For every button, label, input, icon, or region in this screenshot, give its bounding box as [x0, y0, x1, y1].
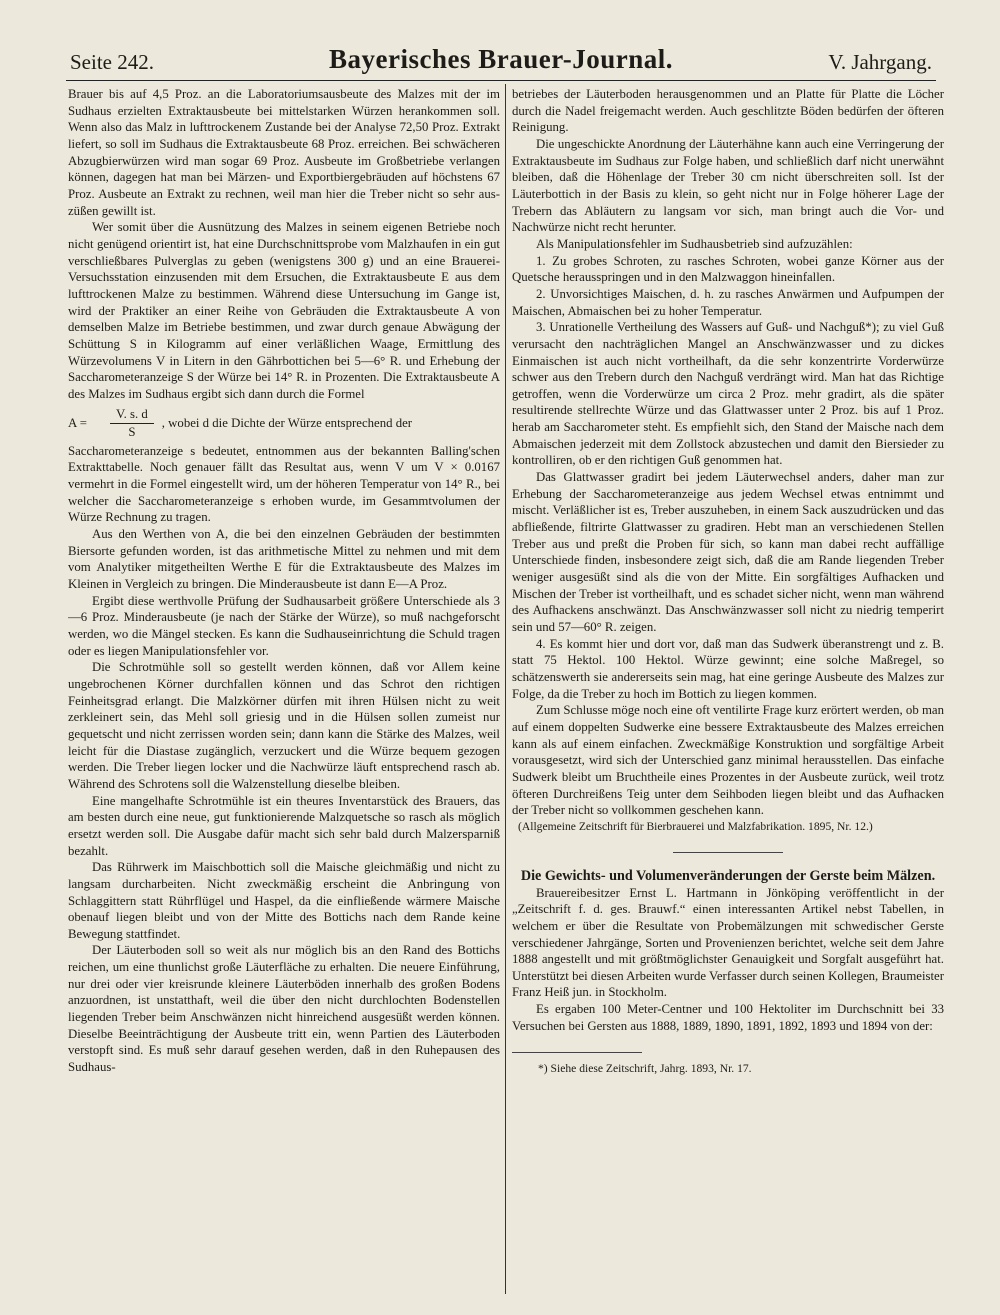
- formula-description: , wobei d die Dichte der Würze entsprechend der: [161, 416, 413, 431]
- list-item: 3. Unrationelle Vertheilung des Wassers auf Guß- und Nachguß*); zu viel Guß verursacht den nachträglichen Mangel an Anschwänzwasser und zu dickes Einmaischen ist auch nicht vortheilhaft, da die sehr konzentrirte Vorderwürze schwer aus den Trebern durch den Nachguß verdrängt wird. Man hat das Richtige getroffen, wenn die Vorderwürze um circa 2 Proz. mehr gradirt, als die später resultirende stellrechte Würze und das Glattwasser unter 2 Proz. bis auf 1 Proz. herab am Saccharometer steht. Es empfiehlt sich, den Stand der Maische nach dem Abmaischen jederzeit mit dem Zollstock abzustechen und damit den Biersieder zu kontrolliren, ob er den richtigen Guß genommen hat.: [512, 320, 944, 468]
- source-citation: (Allgemeine Zeitschrift für Bierbrauerei und Malzfabrikation. 1895, Nr. 12.): [518, 819, 873, 833]
- paragraph: Brauer bis auf 4,5 Proz. an die Laboratoriumsausbeute des Malzes mit der im Sudhaus erzielten Extraktausbeute bei mittelstarken Würzen herankommen soll. Wenn also das Malz in lufttrockenem Zustande bei der Analyse 72,50 Proz. Extrakt liefert, so soll im Sudhaus die Extraktausbeute 68 Proz. erreichen. Bei schwächeren Abzugbierwürzen wird man sogar 69 Proz. Ausbeute im Großbetriebe verlangen können, dagegen hat man bei Märzen- und Exportbiergebräuden auf höchstens 67 Proz. Ausbeute an Extrakt zu rechnen, weil man hier die Treber nicht so sehr aus-züßen gewillt ist.: [68, 87, 500, 218]
- paragraph: Aus den Werthen von A, die bei den einzelnen Gebräuden der bestimmten Biersorte gefunden worden, ist das arithmetische Mittel zu nehmen und mit dem vom Analytiker mitgetheilten Werthe E für die Extraktausbeute des Malzes im Kleinen in Vergleich zu bringen. Die Minderausbeute ist dann E—A Proz.: [68, 527, 500, 592]
- footnote: *) Siehe diese Zeitschrift, Jahrg. 1893, Nr. 17.: [538, 1062, 752, 1076]
- right-column: [512, 86, 944, 1292]
- paragraph: Eine mangelhafte Schrotmühle ist ein theures Inventarstück des Brauers, das am besten durch eine neue, gut funktionierende Malzquetsche so rasch als möglich ersetzt werden soll. Die Ausgabe dafür macht sich sehr bald durch Malzersparniß bezahlt.: [68, 793, 500, 858]
- volume-label: V. Jahrgang.: [828, 50, 932, 74]
- article-title: Die Gewichts- und Volumenveränderungen der Gerste beim Mälzen.: [520, 867, 936, 884]
- extract-formula: [68, 406, 500, 440]
- paragraph: Das Glattwasser gradirt bei jedem Läuterwechsel anders, daher man zur Erhebung der Saccharometeranzeige aus jedem Wechsel etwas entnimmt und mischt. Verläßlicher ist es, Treber auszuheben, in einem Sack auszudrücken und das abfließende, filtrirte Glattwasser zu gradiren. Hebt man an verschiedenen Stellen Treber aus und preßt die Proben für sich, so kann man dabei recht auffällige Unterschiede finden, insbesondere zeigt sich, daß die am Rande liegenden Treber weniger ausgesüßt sind als die von der Mitte. Ein sorgfältiges Aufhacken und Mischen der Treber ist vortheilhaft, und es schadet sicher nicht, wenn man während des Aufhackens anschwänzt. Das Anschwänzwasser soll nicht zu niedrig temperirt sein und 57—60° R. zeigen.: [512, 470, 944, 634]
- paragraph: Es ergaben 100 Meter-Centner und 100 Hektoliter im Durchschnitt bei 33 Versuchen bei Gersten aus 1888, 1889, 1890, 1891, 1892, 1893 und 1894 von der:: [512, 1002, 944, 1033]
- paragraph: Ergibt diese werthvolle Prüfung der Sudhausarbeit größere Unterschiede als 3—6 Proz. Minderausbeute (je nach der Stärke der Würze), so muß nachgeforscht werden, wo die Mängel stecken. Es kann die Sudhauseinrichtung die Schuld tragen oder es liegen Manipulationsfehler vor.: [68, 593, 500, 658]
- left-column: [68, 86, 500, 1292]
- page-header: [66, 44, 936, 80]
- list-item: 1. Zu grobes Schroten, zu rasches Schroten, wobei ganze Körner aus der Quetsche herausspringen und in den Malzwaggon hineinfallen.: [512, 253, 944, 285]
- column-divider: [505, 84, 506, 1294]
- paragraph: Wer somit über die Ausnützung des Malzes in seinem eigenen Betriebe noch nicht genügend orientirt ist, hat eine Durchschnittsprobe vom Malzhaufen in ein gut verschließbares Pulverglas zu geben (wenigstens 300 g) und an eine Brauerei-Versuchsstation einzusenden mit dem Ersuchen, die Extraktausbeute E aus dem lufttrockenen Malze zu bestimmen. Während diese Untersuchung im Gange ist, wird der Praktiker an einer Reihe von Gebräuden die Extraktausbeute A von demselben Malze im Betriebe bestimmen, und zwar durch genaue Abwägung der Schüttung S in Kilogramm auf einer verläßlichen Waage, Ermittlung des Würzevolumens V in Litern in den Gährbottichen bei 5—6° R. und Erhebung der Saccharometeranzeige S der Würze bei 14° R. in Prozenten. Die Extraktausbeute A des Malzes im Sudhaus ergibt sich dann durch die Formel: [68, 220, 500, 401]
- formula-lhs: A =: [68, 416, 87, 431]
- formula-denominator: S: [128, 425, 136, 440]
- paragraph: Die ungeschickte Anordnung der Läuterhähne kann auch eine Verringerung der Extraktausbeute im Sudhaus zur Folge haben, und schließlich darf nicht unerwähnt bleiben, daß die Höhenlage der Treber 30 cm nicht überschreiten soll. Ist der Läuterbottich in der Basis zu klein, so geht nicht nur in Folge höherer Lage der Trebern das Abläutern zu langsam vor sich, man bringt auch die Vor- und Nachwürze nicht recht herunter.: [512, 136, 944, 235]
- list-item: 2. Unvorsichtiges Maischen, d. h. zu rasches Anwärmen und Aufpumpen der Maischen, Abmaischen bei zu hoher Temperatur.: [512, 286, 944, 318]
- paragraph: Saccharometeranzeige s bedeutet, entnommen aus der bekannten Balling'schen Extrakttabelle. Noch genauer fällt das Resultat aus, wenn V um V × 0.0167 vermehrt in die Formel eingestellt wird, um der höheren Temperatur von 14° R., bei welcher die Saccharometeranzeige s erhoben wurde, im Gesammtvolumen der Würze Rechnung zu tragen.: [68, 443, 500, 525]
- paragraph: Der Läuterboden soll so weit als nur möglich bis an den Rand des Bottichs reichen, um eine thunlichst große Läuterfläche zu erhalten. Die neuere Einführung, nur drei oder vier kreisrunde kleinere Läuterböden innerhalb des großen Bodens anzuordnen, ist unstatthaft, weil die über den nicht durchlochten Bodenstellen liegenden Treber beim Anschwänzen nicht hinreichend ausgesüßt werden können. Dieselbe Beeinträchtigung der Ausbeute tritt ein, wenn Partien des Läuterboden verstopft sind. Es muß sehr darauf gesehen werden, daß in den Ruhepausen des Sudhaus-: [68, 943, 500, 1075]
- page-number: Seite 242.: [70, 50, 154, 74]
- paragraph: Als Manipulationsfehler im Sudhausbetrieb sind aufzuzählen:: [536, 236, 853, 251]
- header-rule: [66, 80, 936, 81]
- formula-fraction: [110, 406, 154, 440]
- list-item: 4. Es kommt hier und dort vor, daß man das Sudwerk überanstrengt und z. B. statt 75 Hektol. 100 Hektol. Würze gewinnt; eine solche Maßregel, so schätzenswerth sie andererseits sein mag, hat eine geringe Ausbeute des Malzes zur Folge, da die Treber zu hoch im Bottich zu liegen kommen.: [512, 636, 944, 701]
- paragraph: Die Schrotmühle soll so gestellt werden können, daß vor Allem keine ungebrochenen Körner durchfallen können und das Schrot den richtigen Feinheitsgrad erlangt. Die Malzkörner dürfen mit ihren Hülsen nicht zu weit zerkleinert sein, das Mehl soll griesig und in die Hülsen sollen zumeist nur gequetscht und nicht zerrissen worden sein; dann kann die Stärke des Malzes, weil leicht für die Diastase zugänglich, verzuckert und die Würze bequem gezogen werden. Die Treber liegen locker und die Nachwürze läuft entsprechend rasch ab. Während des Schrotens soll die Walzenstellung dieselbe bleiben.: [68, 660, 500, 791]
- paragraph: Das Rührwerk im Maischbottich soll die Maische gleichmäßig und nicht zu langsam durcharbeiten. Nicht zweckmäßig erscheint die Anbringung von Schlaggittern statt Rührflügel und Haspel, da die einfließende wärmere Maische obenauf liegen bleibt und von der Mitte des Bottichs nach dem Rande keine Bewegung stattfindet.: [68, 860, 500, 941]
- section-separator: [673, 852, 783, 853]
- paragraph: Zum Schlusse möge noch eine oft ventilirte Frage kurz erörtert werden, ob man auf einem doppelten Sudwerke eine bessere Extraktausbeute des Malzes erreichen kann als auf einem einfachen. Zweckmäßige Konstruktion und sorgfältige Arbeit vorausgesetzt, wird sich der Unterschied ganz minimal herausstellen. Das einfache Sudwerk bleibt um Bruchtheile eines Prozentes in der Ausbeute zurück, weil trotz öfteren Durchreißens Teig unter dem Seihboden liegen bleibt und das Aufhacken der Treber nicht so vollkommen geschehen kann.: [512, 703, 944, 818]
- journal-title: Bayerisches Brauer-Journal.: [329, 44, 673, 74]
- formula-numerator: V. s. d: [110, 406, 154, 424]
- footnote-rule: [512, 1052, 642, 1053]
- paragraph: betriebes der Läuterboden herausgenommen und an Platte für Platte die Löcher durch die Nadel freigemacht werden. Auch geschlitzte Böden bedürfen der öfteren Reinigung.: [512, 87, 944, 135]
- paragraph: Brauereibesitzer Ernst L. Hartmann in Jönköping veröffentlicht in der „Zeitschrift f. d. ges. Brauwf.“ einen interessanten Artikel nebst Tabellen, in welchem er über die Resultate von Probemälzungen mit schwedischer Gerste verschiedener Jahrgänge, Sorten und Provenienzen berichtet, welche seit dem Jahre 1888 angestellt und mit größtmöglichster Genauigkeit und Sorgfalt ausgeführt hat. Unterstützt bei diesen Arbeiten wurde Verfasser durch seinen Kollegen, Braumeister Franz Heiß jun. in Stockholm.: [512, 885, 944, 1000]
